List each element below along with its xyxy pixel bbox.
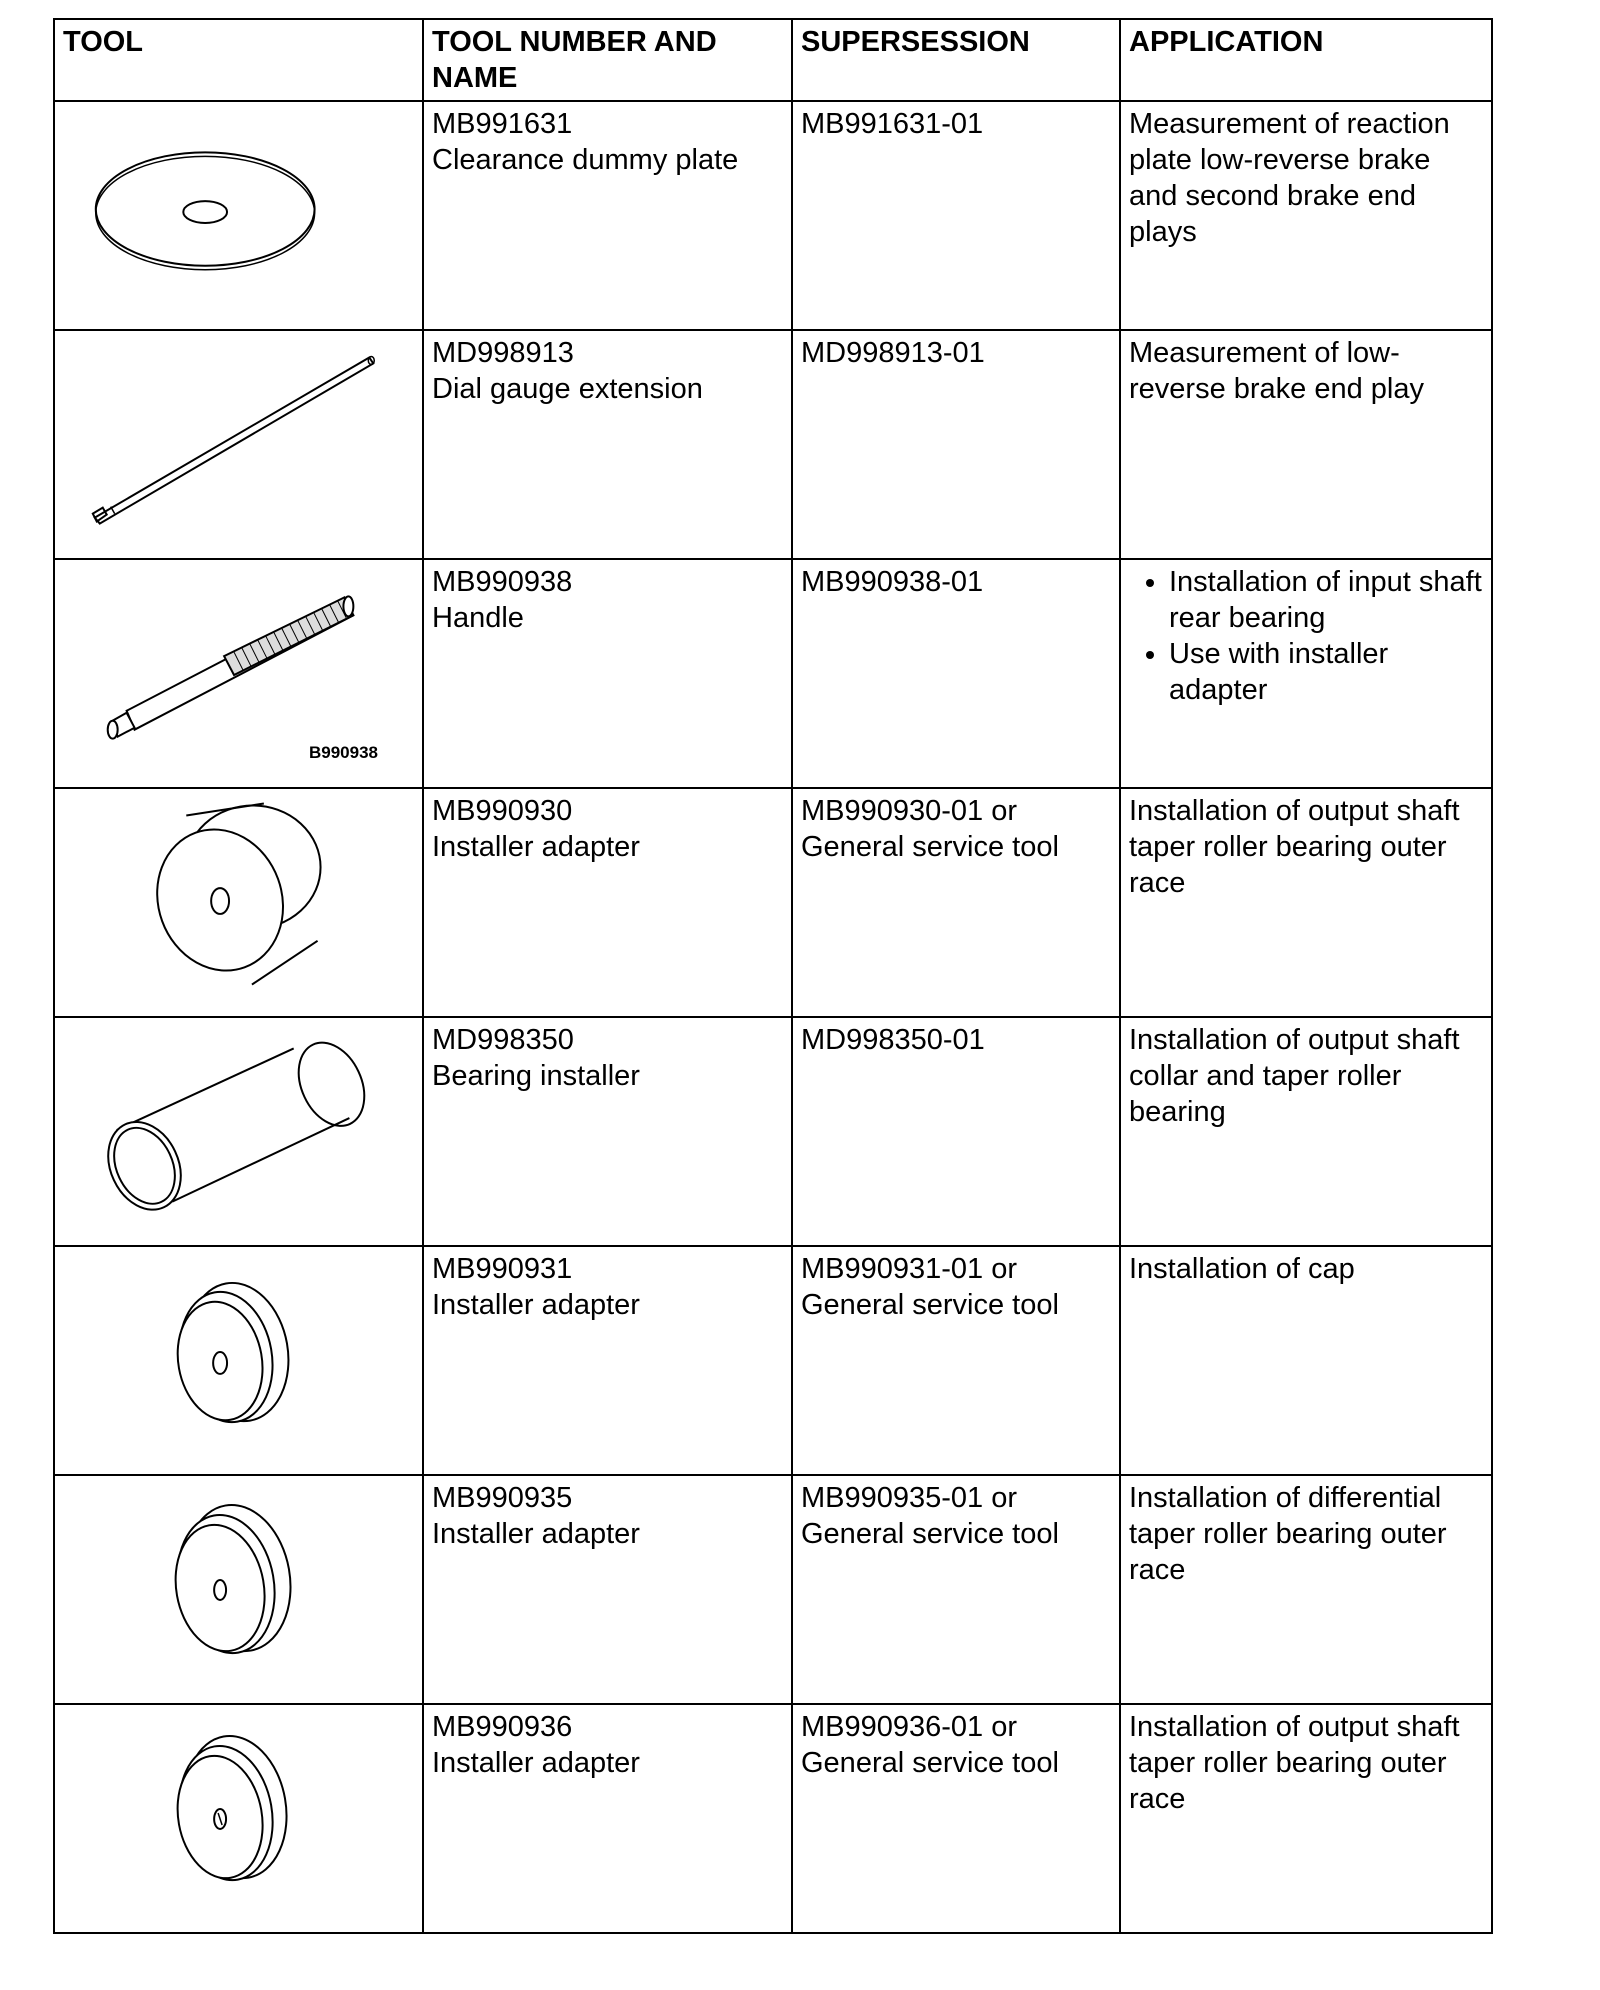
application-text: Measurement of low-reverse brake end play [1129,337,1424,405]
application-cell [1120,330,1492,559]
tool-name: Installer adapter [432,831,640,863]
application-cell [1120,101,1492,330]
table-row [54,1704,1492,1933]
table-row [54,788,1492,1017]
tool-name: Clearance dummy plate [432,144,739,176]
supersession-cell [792,1704,1120,1933]
dial-gauge-extension-icon [55,331,422,558]
tool-image-cell [54,1017,423,1246]
tool-number-name-cell [423,330,792,559]
supersession-text: MB990936-01 or [801,1711,1018,1743]
application-text: Measurement of reaction plate low-reverse brake and second brake end plays [1129,108,1450,248]
tool-image-cell [54,1704,423,1933]
header-row [54,19,1492,101]
header-tool-number-and-name: TOOL NUMBER AND NAME [423,19,792,101]
header-tool: TOOL [54,19,423,101]
tool-name: Handle [432,602,524,634]
application-cell [1120,1017,1492,1246]
supersession-text: MD998913-01 [801,337,985,369]
supersession-text: General service tool [801,831,1059,863]
table-row [54,559,1492,788]
tool-number: MB990930 [432,795,573,827]
supersession-text: General service tool [801,1289,1059,1321]
application-cell [1120,1475,1492,1704]
application-cell [1120,1704,1492,1933]
table-row [54,1475,1492,1704]
table-row [54,1246,1492,1475]
application-cell [1120,788,1492,1017]
tool-image-cell [54,788,423,1017]
bearing-installer-icon [55,1018,422,1245]
supersession-cell [792,1017,1120,1246]
tool-image-cell [54,330,423,559]
tool-number-name-cell [423,1475,792,1704]
clearance-dummy-plate-icon [55,102,422,329]
tool-image-cell [54,559,423,788]
table-row [54,1017,1492,1246]
tool-number: MB991631 [432,108,573,140]
supersession-cell [792,1475,1120,1704]
application-text: Installation of cap [1129,1253,1355,1285]
application-text: Installation of output shaft taper roller bearing outer race [1129,795,1460,899]
tool-image-label: B990938 [309,743,379,762]
installer-adapter-icon [55,1247,422,1474]
tool-number: MB990936 [432,1711,573,1743]
header-supersession: SUPERSESSION [792,19,1120,101]
table-row [54,330,1492,559]
application-cell [1120,1246,1492,1475]
tool-number: MD998350 [432,1024,574,1056]
supersession-text: General service tool [801,1518,1059,1550]
supersession-text: MB990930-01 or [801,795,1018,827]
tool-image-cell [54,101,423,330]
tool-number-name-cell [423,788,792,1017]
list-item: • Use with installer adapter [1169,636,1483,708]
supersession-cell [792,559,1120,788]
tool-image-cell [54,1475,423,1704]
tool-name: Installer adapter [432,1518,640,1550]
application-text: Installation of differential taper roller bearing outer race [1129,1482,1447,1586]
tool-name: Installer adapter [432,1747,640,1779]
tool-number: MB990931 [432,1253,573,1285]
tool-number: MB990938 [432,566,573,598]
supersession-cell [792,101,1120,330]
supersession-text: General service tool [801,1747,1059,1779]
supersession-text: MB991631-01 [801,108,984,140]
application-cell [1120,559,1492,788]
tool-number: MB990935 [432,1482,573,1514]
tool-name: Bearing installer [432,1060,640,1092]
header-application: APPLICATION [1120,19,1492,101]
table-row [54,101,1492,330]
installer-adapter-icon [55,1476,422,1703]
supersession-cell [792,1246,1120,1475]
supersession-text: MD998350-01 [801,1024,985,1056]
list-item: • Installation of input shaft rear bearing [1169,564,1483,636]
supersession-cell [792,330,1120,559]
application-text: Installation of output shaft taper roller bearing outer race [1129,1711,1460,1815]
supersession-text: MB990935-01 or [801,1482,1018,1514]
tool-number-name-cell [423,1246,792,1475]
tool-name: Dial gauge extension [432,373,703,405]
tool-name: Installer adapter [432,1289,640,1321]
tool-number-name-cell [423,1017,792,1246]
tool-image-cell [54,1246,423,1475]
supersession-cell [792,788,1120,1017]
application-bullet-list [1129,564,1483,708]
tool-number-name-cell [423,1704,792,1933]
tool-number-name-cell [423,559,792,788]
special-tools-table [53,18,1493,1934]
supersession-text: MB990938-01 [801,566,984,598]
tool-number-name-cell [423,101,792,330]
supersession-text: MB990931-01 or [801,1253,1018,1285]
application-text: Installation of output shaft collar and taper roller bearing [1129,1024,1460,1128]
installer-adapter-icon [55,1705,422,1932]
tool-number: MD998913 [432,337,574,369]
installer-adapter-icon [55,789,422,1016]
